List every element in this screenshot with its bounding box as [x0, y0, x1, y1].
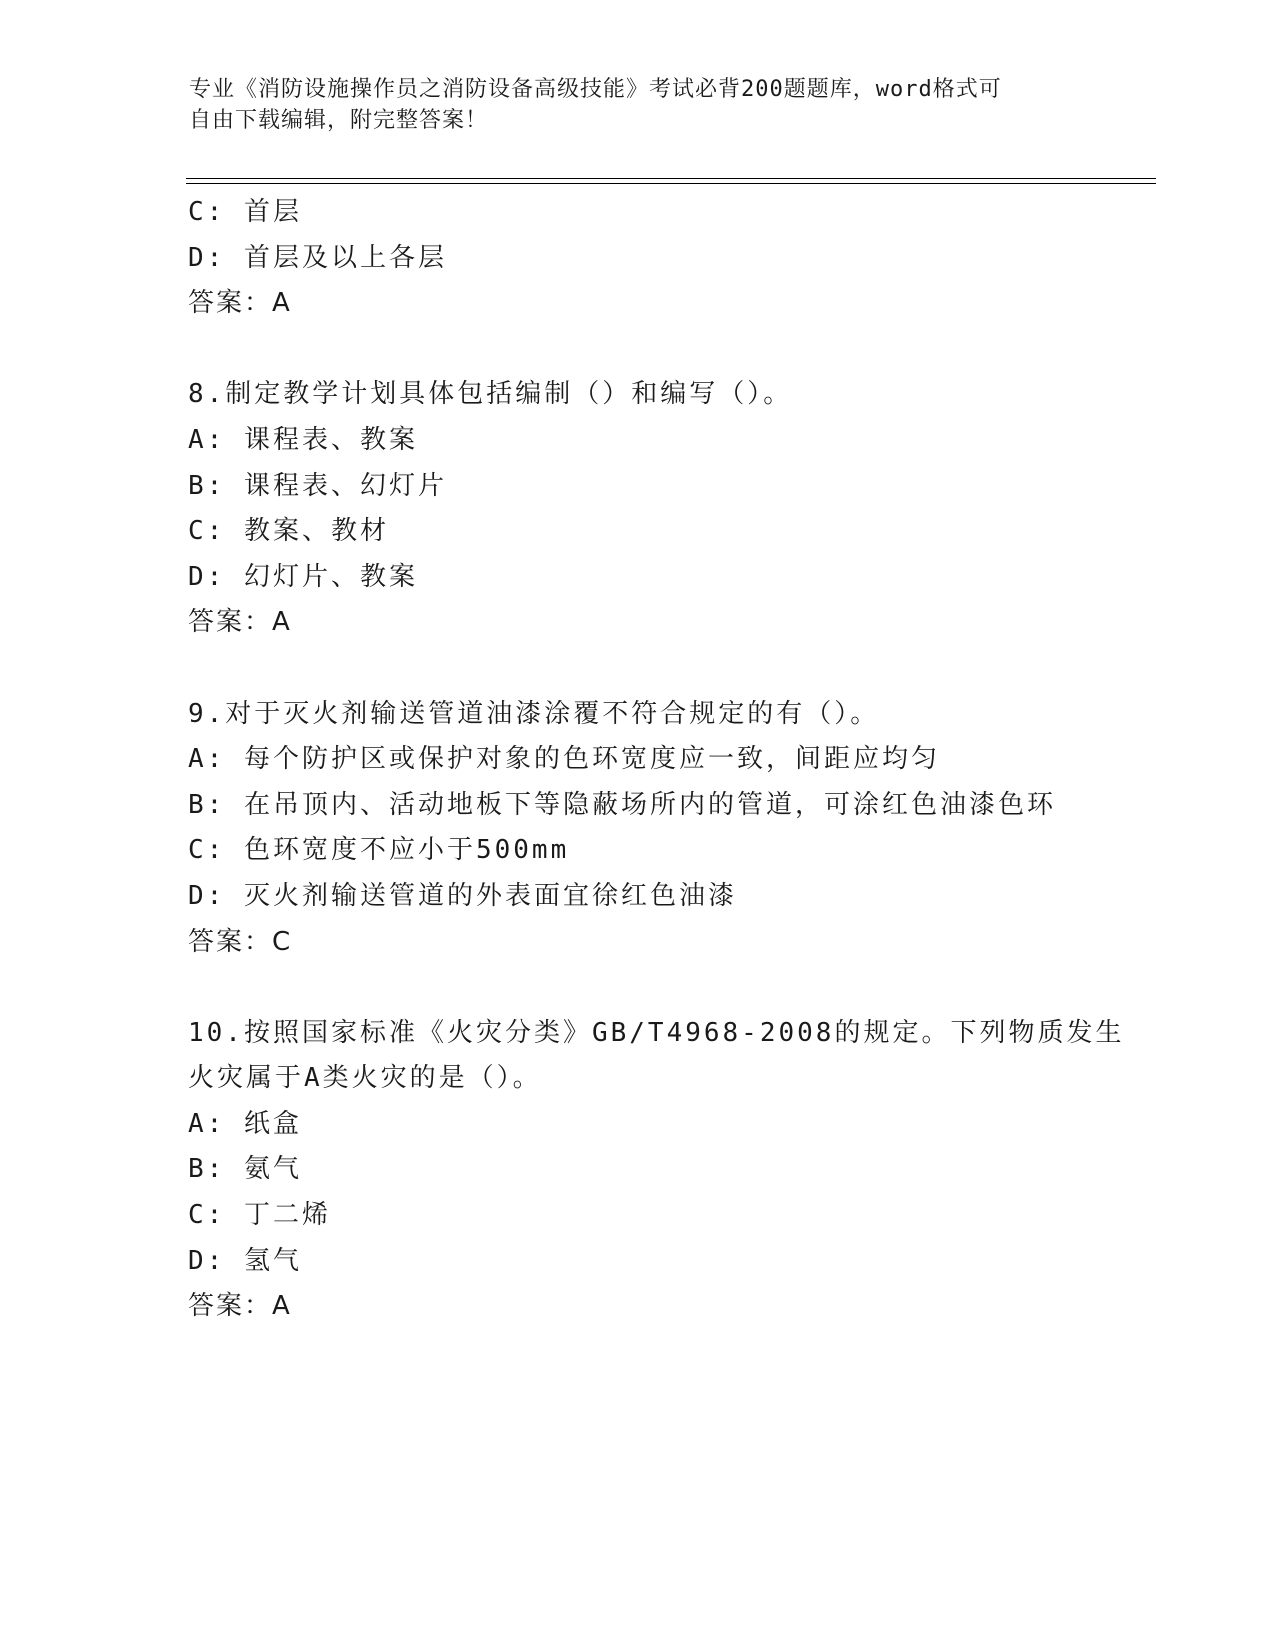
option-a	[188, 418, 1088, 464]
option-text: 色环宽度不应小于500mm	[243, 835, 570, 866]
answer-line	[188, 600, 1088, 646]
question-8	[188, 372, 1088, 646]
option-label: C:	[188, 516, 226, 547]
option-text: 丁二烯	[243, 1200, 331, 1231]
option-text: 首层	[243, 197, 302, 227]
option-c	[188, 828, 1088, 874]
header-line-1: 专业《消防设施操作员之消防设备高级技能》考试必背200题题库，word格式可	[189, 77, 1002, 102]
question-stem-line-1: 10.按照国家标准《火灾分类》GB/T4968-2008的规定。下列物质发生	[188, 1017, 1125, 1048]
answer-line	[188, 1284, 1088, 1330]
answer-label: 答案：	[188, 1291, 273, 1322]
option-label: C:	[188, 197, 226, 227]
option-label: C:	[188, 835, 226, 866]
answer-line	[188, 920, 1088, 966]
option-b	[188, 1147, 1088, 1193]
answer-label: 答案：	[188, 926, 273, 957]
answer-label: 答案：	[188, 288, 273, 319]
option-a	[188, 737, 1088, 783]
option-a	[188, 1102, 1088, 1148]
option-c	[188, 509, 1088, 555]
spacer	[188, 327, 1088, 373]
option-d	[188, 555, 1088, 601]
option-label: D:	[188, 561, 226, 592]
question-10	[188, 1011, 1125, 1330]
question-stem-line-2: 火灾属于A类火灾的是（）。	[188, 1063, 542, 1094]
option-text: 课程表、幻灯片	[243, 470, 447, 501]
question-stem: 8.制定教学计划具体包括编制（）和编写（）。	[188, 379, 793, 410]
spacer	[188, 965, 1088, 1011]
header-divider-top	[186, 178, 1156, 179]
option-text: 每个防护区或保护对象的色环宽度应一致，间距应均匀	[243, 744, 940, 775]
document-header	[189, 74, 1069, 136]
answer-label: 答案：	[188, 607, 273, 638]
option-label: A:	[188, 744, 226, 775]
option-b	[188, 783, 1088, 829]
option-text: 氢气	[243, 1245, 302, 1276]
question-9	[188, 692, 1088, 966]
option-label: B:	[188, 789, 226, 820]
option-text: 课程表、教案	[243, 424, 418, 455]
option-text: 幻灯片、教案	[243, 561, 418, 592]
option-label: B:	[188, 1154, 226, 1185]
answer-value: A	[272, 1291, 292, 1322]
option-text: 灭火剂输送管道的外表面宜徐红色油漆	[243, 880, 737, 911]
option-c	[188, 1193, 1088, 1239]
answer-value: A	[272, 288, 292, 319]
option-label: C:	[188, 1200, 226, 1231]
answer-value: C	[272, 926, 293, 957]
option-text: 氨气	[243, 1154, 302, 1185]
option-b	[188, 464, 1088, 510]
option-label: A:	[188, 424, 226, 455]
option-label: D:	[188, 242, 226, 273]
header-line-2: 自由下载编辑，附完整答案！	[189, 108, 489, 133]
option-d	[188, 236, 1088, 282]
option-text: 首层及以上各层	[243, 242, 447, 273]
option-label: B:	[188, 470, 226, 501]
option-label: D:	[188, 1245, 226, 1276]
option-text: 教案、教材	[243, 516, 389, 547]
spacer	[188, 646, 1088, 692]
question-stem: 9.对于灭火剂输送管道油漆涂覆不符合规定的有（）。	[188, 698, 880, 729]
question-list	[188, 190, 1125, 1330]
option-text: 纸盒	[243, 1108, 302, 1139]
option-c	[188, 190, 1088, 236]
option-text: 在吊顶内、活动地板下等隐蔽场所内的管道，可涂红色油漆色环	[243, 789, 1056, 820]
option-d	[188, 874, 1088, 920]
answer-value: A	[272, 607, 292, 638]
option-label: A:	[188, 1108, 226, 1139]
question-7-continuation	[188, 190, 1088, 327]
option-d	[188, 1239, 1088, 1285]
answer-line	[188, 281, 1088, 327]
option-label: D:	[188, 880, 226, 911]
header-divider-bottom	[186, 183, 1156, 184]
